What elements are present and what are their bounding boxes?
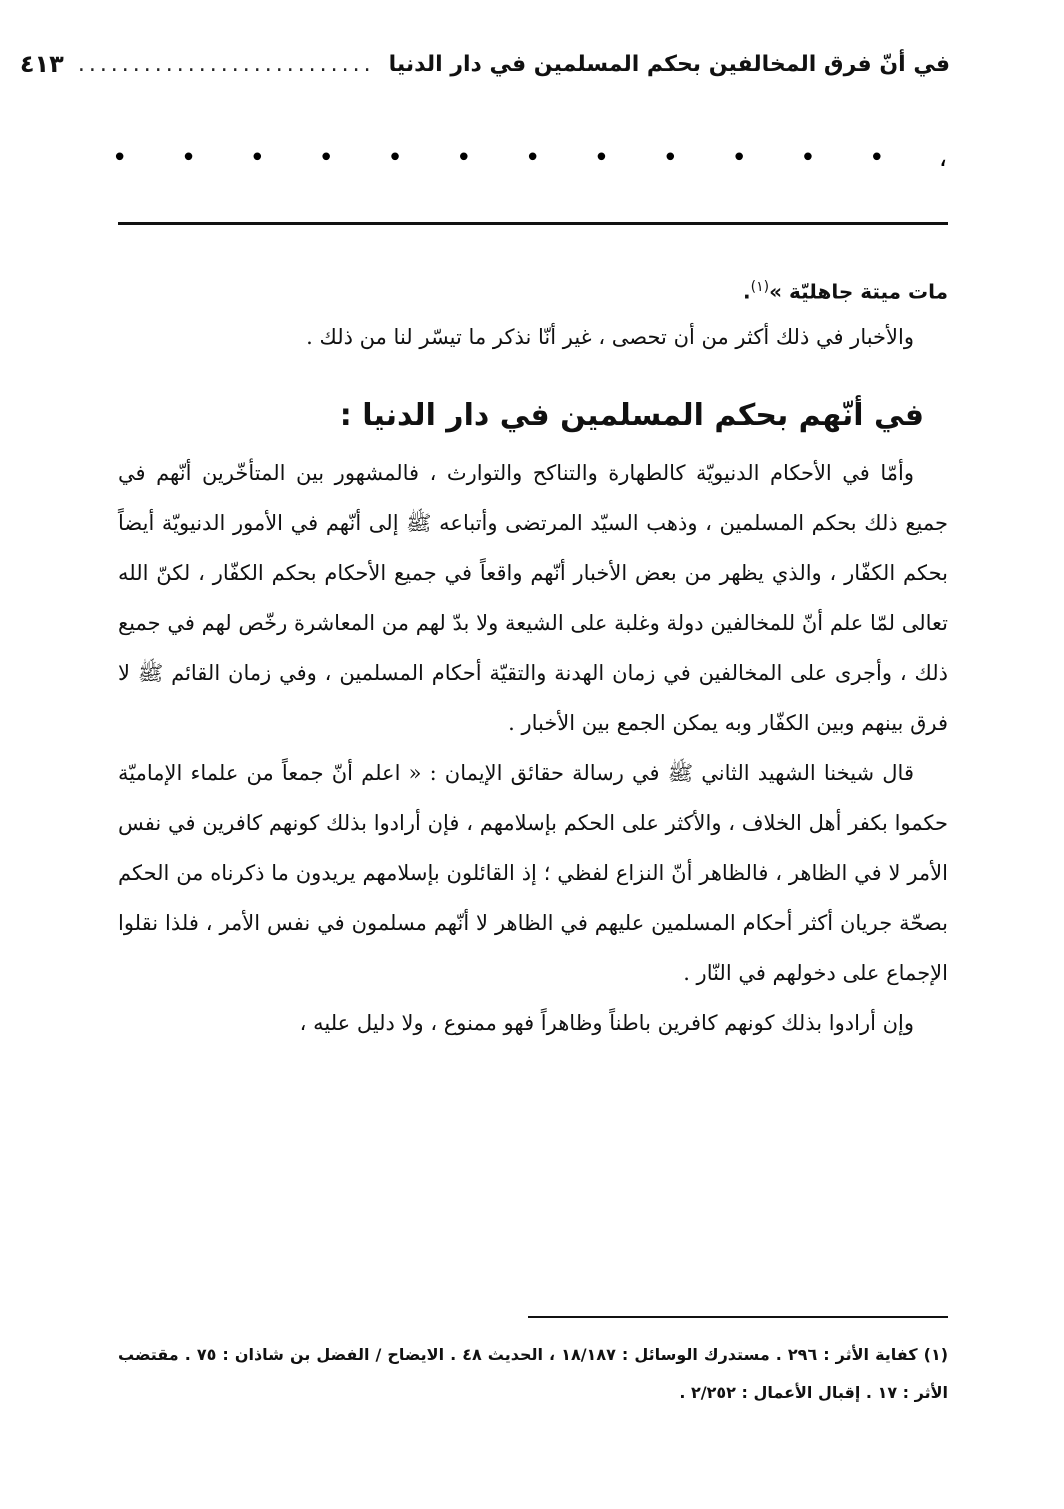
- separator-dot: •: [318, 143, 334, 173]
- section-heading: في أنّهم بحكم المسلمين في دار الدنيا :: [339, 398, 924, 433]
- header-dot-leader: ...........................: [77, 51, 375, 77]
- separator-dots: [112, 143, 948, 173]
- footnote-ref: (١): [750, 279, 770, 295]
- separator-dot: •: [800, 143, 816, 173]
- body-text: [118, 262, 948, 1048]
- paragraph-3: قال شيخنا الشهيد الثاني ﷺ في رسالة حقائق الإيمان : « اعلم أنّ جمعاً من علماء الإماميّة حكموا بكفر أهل الخلاف ، والأكثر على الحكم بإسلامهم ، فإن أرادوا بذلك كونهم كافرين في نفس الأمر لا في الظاهر ، فالظاهر أنّ النزاع لفظي ؛ إذ القائلون بإسلامهم يريدون ما ذكرناه من الحكم بصحّة جريان أكثر أحكام المسلمين عليهم في الظاهر لا أنّهم مسلمون في نفس الأمر ، فلذا نقلوا الإجماع على دخولهم في النّار .: [118, 761, 948, 985]
- separator-dot: •: [524, 143, 541, 173]
- running-header: [19, 42, 950, 86]
- footnote-1: (١) كفاية الأثر : ٢٩٦ . مستدرك الوسائل : ١٨/١٨٧ ، الحديث ٤٨ . الايضاح / الفضل بن شاذان : ٧٥ . مقتضب الأثر : ١٧ . إقبال الأعمال : ٢/٢٥٢ .: [118, 1345, 949, 1402]
- footnote-rule: [528, 1316, 948, 1318]
- paragraph-1: والأخبار في ذلك أكثر من أن تحصى ، غير أنّا نذكر ما تيسّر لنا من ذلك .: [306, 325, 914, 349]
- separator-comma: ،: [938, 143, 948, 173]
- paragraph-4: وإن أرادوا بذلك كونهم كافرين باطناً وظاهراً فهو ممنوع ، ولا دليل عليه ،: [299, 1011, 914, 1035]
- separator-dot: •: [662, 143, 678, 173]
- separator-dot: •: [731, 143, 747, 173]
- separator-dot: •: [456, 143, 472, 173]
- separator-dot: •: [249, 143, 265, 173]
- page-number: ٤١٣: [19, 50, 64, 78]
- paragraph-2: وأمّا في الأحكام الدنيويّة كالطهارة والتناكح والتوارث ، فالمشهور بين المتأخّرين أنّهم في جميع ذلك بحكم المسلمين ، وذهب السيّد المرتضى وأتباعه ﷺ إلى أنّهم في الأمور الدنيويّة أيضاً بحكم الكفّار ، والذي يظهر من بعض الأخبار أنّهم واقعاً في جميع الأحكام بحكم الكفّار ، لكنّ الله تعالى لمّا علم أنّ للمخالفين دولة وغلبة على الشيعة ولا بدّ لهم من المعاشرة رخّص لهم في جميع ذلك ، وأجرى على المخالفين في زمان الهدنة والتقيّة أحكام المسلمين ، وفي زمان القائم ﷺ لا فرق بينهم وبين الكفّار وبه يمكن الجمع بين الأخبار .: [118, 461, 948, 735]
- continued-quote: مات ميتة جاهليّة »: [769, 279, 948, 304]
- separator-dot: •: [180, 143, 197, 173]
- header-title: في أنّ فرق المخالفين بحكم المسلمين في دار الدنيا: [388, 51, 950, 77]
- continued-quote-line: [118, 262, 948, 312]
- footnotes: [118, 1336, 948, 1412]
- separator-dot: •: [387, 143, 403, 173]
- separator-dot: •: [869, 143, 885, 173]
- continued-quote-end: .: [743, 279, 751, 304]
- header-rule: [118, 222, 948, 225]
- separator-dot: •: [593, 143, 610, 173]
- separator-dot: •: [112, 143, 128, 173]
